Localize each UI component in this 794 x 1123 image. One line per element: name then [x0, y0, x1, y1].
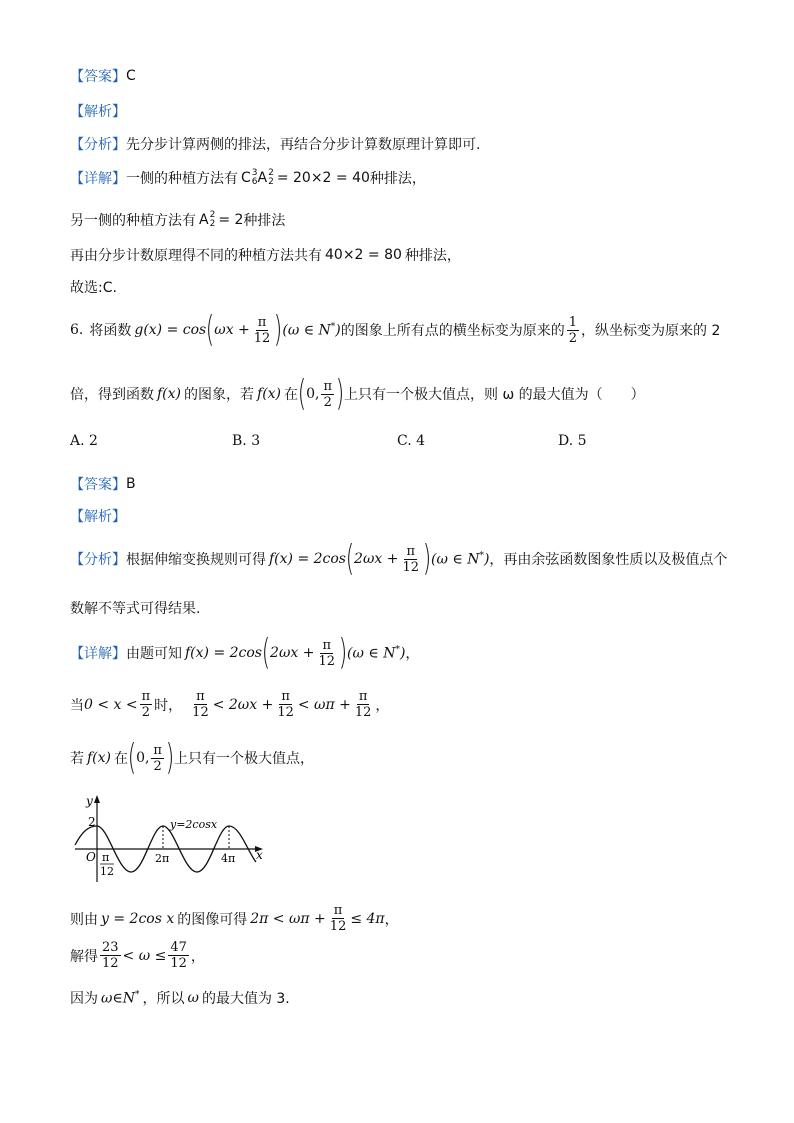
text: ，纵坐标变为原来的 2	[581, 323, 721, 339]
math: 0,	[136, 750, 150, 766]
fraction: $\frac{\pi}{2}$	[323, 378, 332, 410]
text: 根据伸缩变换规则可得	[126, 552, 266, 568]
answer-tag: 【答案】	[70, 69, 126, 85]
text: 种排法，	[404, 248, 461, 264]
fraction: $\frac{\pi}{12}$	[354, 689, 372, 720]
option-c: C. 4	[397, 433, 426, 449]
fraction: $\frac{\pi}{12}$	[402, 543, 419, 575]
text: 故选:C.	[70, 280, 117, 296]
fraction: $\frac{\pi}{12}$	[329, 903, 347, 934]
math-text: ω∈N	[101, 990, 136, 1007]
xiangjie-tag: 【详解】	[70, 171, 126, 187]
line-6a	[70, 689, 389, 720]
text: 当	[70, 697, 84, 714]
fenxi-6-line	[70, 538, 728, 579]
line-6d	[70, 940, 205, 971]
math: y = 2cos x	[101, 910, 175, 927]
line-5b	[70, 210, 285, 230]
math: f(x) = 2cos	[269, 551, 346, 567]
option-a: A. 2	[70, 433, 98, 449]
origin-label: O	[86, 850, 96, 864]
math-expr: = 2	[218, 212, 244, 228]
math: 0 < x <	[84, 696, 138, 713]
analysis-tag: 【解析】	[70, 509, 126, 525]
paren: (	[345, 538, 355, 579]
text: 的图象，若	[184, 387, 255, 403]
curve-label: y=2cosx	[170, 818, 218, 831]
text: ，	[375, 697, 390, 714]
x-tick-4pi: 4π	[221, 852, 236, 865]
fenxi-tag: 【分析】	[70, 552, 126, 568]
line-6c	[70, 903, 399, 934]
fraction: $\frac{47}{12}$	[170, 940, 187, 971]
math: < ω ≤	[122, 947, 167, 964]
question-number: 6.	[70, 322, 84, 338]
text: ，再由余弦函数图象性质以及极值点个	[489, 552, 728, 568]
line-6b	[70, 737, 315, 778]
text: 在	[284, 387, 299, 403]
math: < 2ωx +	[212, 696, 274, 713]
text: 由题可知	[126, 646, 182, 662]
fraction: $\frac{\pi}{12}$	[253, 314, 271, 346]
text: 数解不等式可得结果.	[70, 601, 201, 617]
text: 上只有一个极大值点，	[174, 751, 315, 767]
text: 另一侧的种植方法有	[70, 213, 196, 229]
paren: )	[274, 309, 283, 350]
text: ，	[190, 948, 205, 965]
text: 的图像可得	[177, 911, 248, 928]
text: 上只有一个极大值点，则 ω 的最大值为（ ）	[344, 387, 645, 403]
xiangjie-pre: 一侧的种植方法有	[126, 171, 238, 187]
text: 将函数	[89, 323, 132, 339]
math: f(x) = 2cos	[185, 645, 262, 661]
text: 再由分步计数原理得不同的种植方法共有	[70, 248, 322, 264]
math: 2ωx +	[270, 645, 315, 661]
fenxi-5-line	[70, 134, 480, 154]
text: 种排法	[243, 213, 286, 229]
fraction: $\frac{\pi}{12}$	[318, 637, 335, 669]
math-arrangement: A 2 2	[199, 210, 216, 229]
math: < ωπ +	[297, 696, 351, 713]
answer-value: B	[126, 476, 136, 492]
fenxi-6-line2	[70, 598, 200, 618]
paren: (	[206, 309, 215, 350]
line-6e	[70, 988, 290, 1008]
text: 因为	[70, 991, 98, 1007]
x-label: x	[256, 848, 263, 862]
text: 解得	[70, 948, 98, 965]
text: 的图象上所有点的横坐标变为原来的	[340, 323, 565, 339]
frac-num-pi: π	[102, 851, 110, 864]
math: ω∈N*	[101, 989, 140, 1007]
option-b: B. 3	[232, 433, 261, 449]
text: 在	[114, 751, 129, 767]
paren: )	[165, 737, 175, 778]
line-5c	[70, 245, 461, 265]
text: ，	[405, 646, 420, 662]
paren: )	[335, 373, 345, 414]
math: 2ωx +	[354, 551, 399, 567]
fenxi-text: 先分步计算两侧的排法，再结合分步计算数原理计算即可.	[126, 137, 481, 153]
text: ，所以	[142, 991, 185, 1007]
paren: (	[261, 632, 271, 673]
analysis-tag: 【解析】	[70, 104, 126, 120]
analysis-6-heading	[70, 506, 126, 526]
y-tick-2: 2	[88, 815, 96, 829]
math-g: g(x) = cos	[134, 322, 207, 338]
fraction: $\frac{\pi}{2}$	[141, 689, 151, 720]
answer-5-line	[70, 66, 136, 86]
xiangjie-6-line	[70, 632, 420, 673]
x-tick-2pi: 2π	[155, 852, 170, 865]
text: 倍，得到函数	[70, 387, 154, 403]
text: 则由	[70, 911, 98, 928]
math: 2π < ωπ +	[250, 910, 326, 927]
question-6-line2	[70, 373, 645, 414]
text: 时，	[154, 697, 183, 714]
fraction: $\frac{\pi}{12}$	[192, 689, 209, 720]
fraction: $\frac{23}{12}$	[102, 940, 119, 971]
question-6-line1	[70, 309, 721, 350]
paren: (	[297, 373, 307, 414]
text: 若	[70, 751, 84, 767]
math: f(x)	[257, 386, 282, 402]
math: ω	[187, 990, 199, 1006]
math-expr: = 20×2 = 40	[276, 170, 370, 186]
math-combination: C 3 6 A 2 2	[241, 168, 274, 187]
paren: (	[127, 737, 137, 778]
fraction: $\frac{1}{2}$	[568, 314, 578, 346]
xiangjie-5-line	[70, 168, 426, 188]
math: ωx +	[214, 322, 250, 338]
answer-6-line	[70, 474, 136, 494]
analysis-5-heading	[70, 101, 126, 121]
math: ≤ 4π	[350, 910, 385, 927]
fraction: $\frac{\pi}{2}$	[153, 742, 162, 774]
math: (ω ∈ N*)	[431, 550, 490, 568]
math: f(x)	[87, 750, 112, 766]
line-5d	[70, 277, 117, 297]
cosine-graph	[70, 792, 270, 884]
math: (ω ∈ N*)	[347, 644, 406, 662]
paren: )	[338, 632, 348, 673]
text: 的最大值为 3.	[201, 991, 290, 1007]
fenxi-tag: 【分析】	[70, 137, 126, 153]
frac-den-12: 12	[100, 865, 114, 878]
y-label: y	[86, 794, 93, 808]
answer-value: C	[126, 68, 136, 84]
option-d: D. 5	[558, 433, 587, 449]
paren: )	[422, 538, 432, 579]
math: f(x)	[157, 386, 182, 402]
y-arrow	[94, 795, 100, 803]
xiangjie-tag: 【详解】	[70, 646, 126, 662]
text: ，	[384, 911, 399, 928]
math-expr: 40×2 = 80	[325, 247, 402, 263]
answer-tag: 【答案】	[70, 477, 126, 493]
xiangjie-post: 种排法，	[369, 171, 426, 187]
math: (ω ∈ N*)	[282, 321, 341, 339]
fraction: $\frac{\pi}{12}$	[277, 689, 294, 720]
math: 0,	[306, 386, 320, 402]
